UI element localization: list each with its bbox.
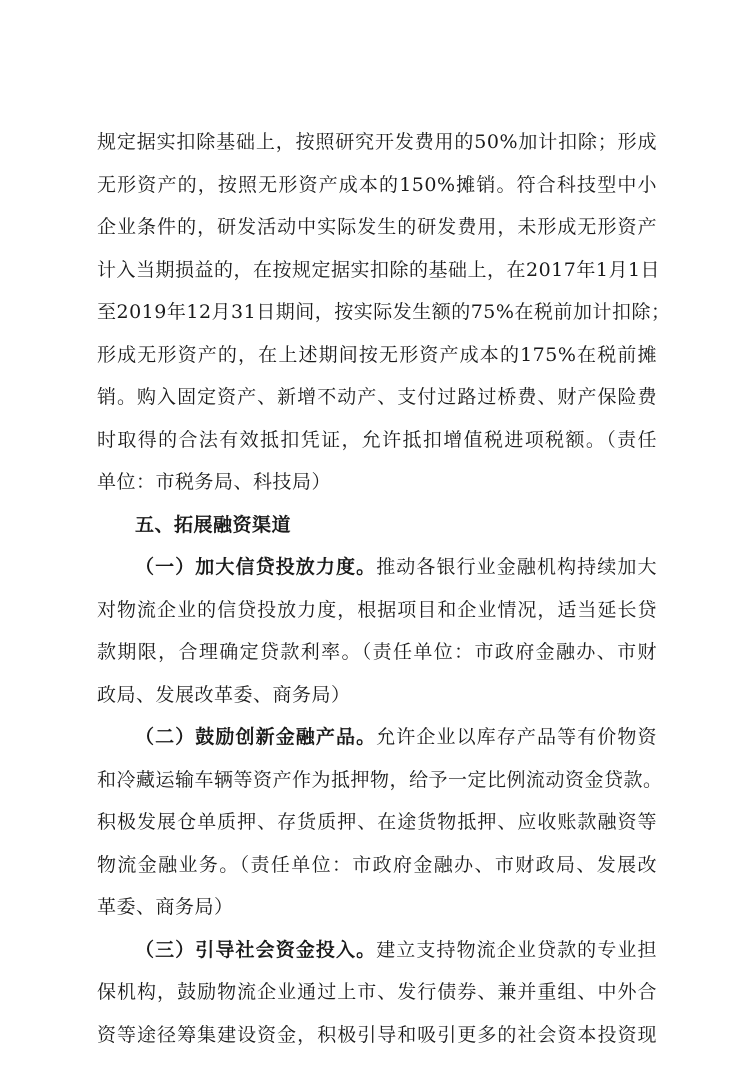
paragraph-line: 和冷藏运输车辆等资产作为抵押物，给予一定比例流动资金贷款。 [97, 769, 663, 791]
item2-first-line [135, 725, 657, 749]
paragraph-line: 保机构，鼓励物流企业通过上市、发行债券、兼并重组、中外合 [97, 981, 657, 1003]
paragraph-line: 单位：市税务局、科技局） [97, 471, 332, 493]
paragraph-line: 对物流企业的信贷投放力度，根据项目和企业情况，适当延长贷 [97, 599, 657, 621]
paragraph-line: 计入当期损益的，在按规定据实扣除的基础上，在2017年1月1日 [97, 259, 661, 281]
item2-lead: （二）鼓励创新金融产品。 [135, 726, 377, 748]
item1-lead: （一）加大信贷投放力度。 [135, 556, 377, 578]
section-heading: 五、拓展融资渠道 [135, 514, 292, 536]
paragraph-line: 形成无形资产的，在上述期间按无形资产成本的175%在税前摊 [97, 344, 657, 366]
item2-text: 允许企业以库存产品等有价物资 [376, 726, 657, 748]
paragraph-line: 无形资产的，按照无形资产成本的150%摊销。符合科技型中小 [97, 174, 657, 196]
item1-text: 推动各银行业金融机构持续加大 [376, 556, 657, 578]
paragraph-line: 革委、商务局） [97, 896, 234, 918]
item3-text: 建立支持物流企业贷款的专业担 [376, 939, 657, 961]
item3-lead: （三）引导社会资金投入。 [135, 939, 377, 961]
paragraph-line: 资等途径筹集建设资金，积极引导和吸引更多的社会资本投资现 [97, 1024, 657, 1046]
paragraph-line: 时取得的合法有效抵扣凭证，允许抵扣增值税进项税额。（责任 [97, 429, 657, 451]
paragraph-line: 销。购入固定资产、新增不动产、支付过路过桥费、财产保险费 [97, 386, 657, 408]
paragraph-line: 规定据实扣除基础上，按照研究开发费用的50%加计扣除；形成 [97, 131, 657, 153]
paragraph-line: 积极发展仓单质押、存货质押、在途货物抵押、应收账款融资等 [97, 811, 657, 833]
paragraph-line: 物流金融业务。（责任单位：市政府金融办、市财政局、发展改 [97, 854, 657, 876]
paragraph-line: 至2019年12月31日期间，按实际发生额的75%在税前加计扣除； [97, 301, 671, 323]
item3-first-line [135, 938, 657, 962]
paragraph-line: 款期限，合理确定贷款利率。（责任单位：市政府金融办、市财 [97, 641, 657, 663]
paragraph-line: 企业条件的，研发活动中实际发生的研发费用，未形成无形资产 [97, 216, 657, 238]
paragraph-line: 政局、发展改革委、商务局） [97, 684, 351, 706]
item1-first-line [135, 555, 657, 579]
